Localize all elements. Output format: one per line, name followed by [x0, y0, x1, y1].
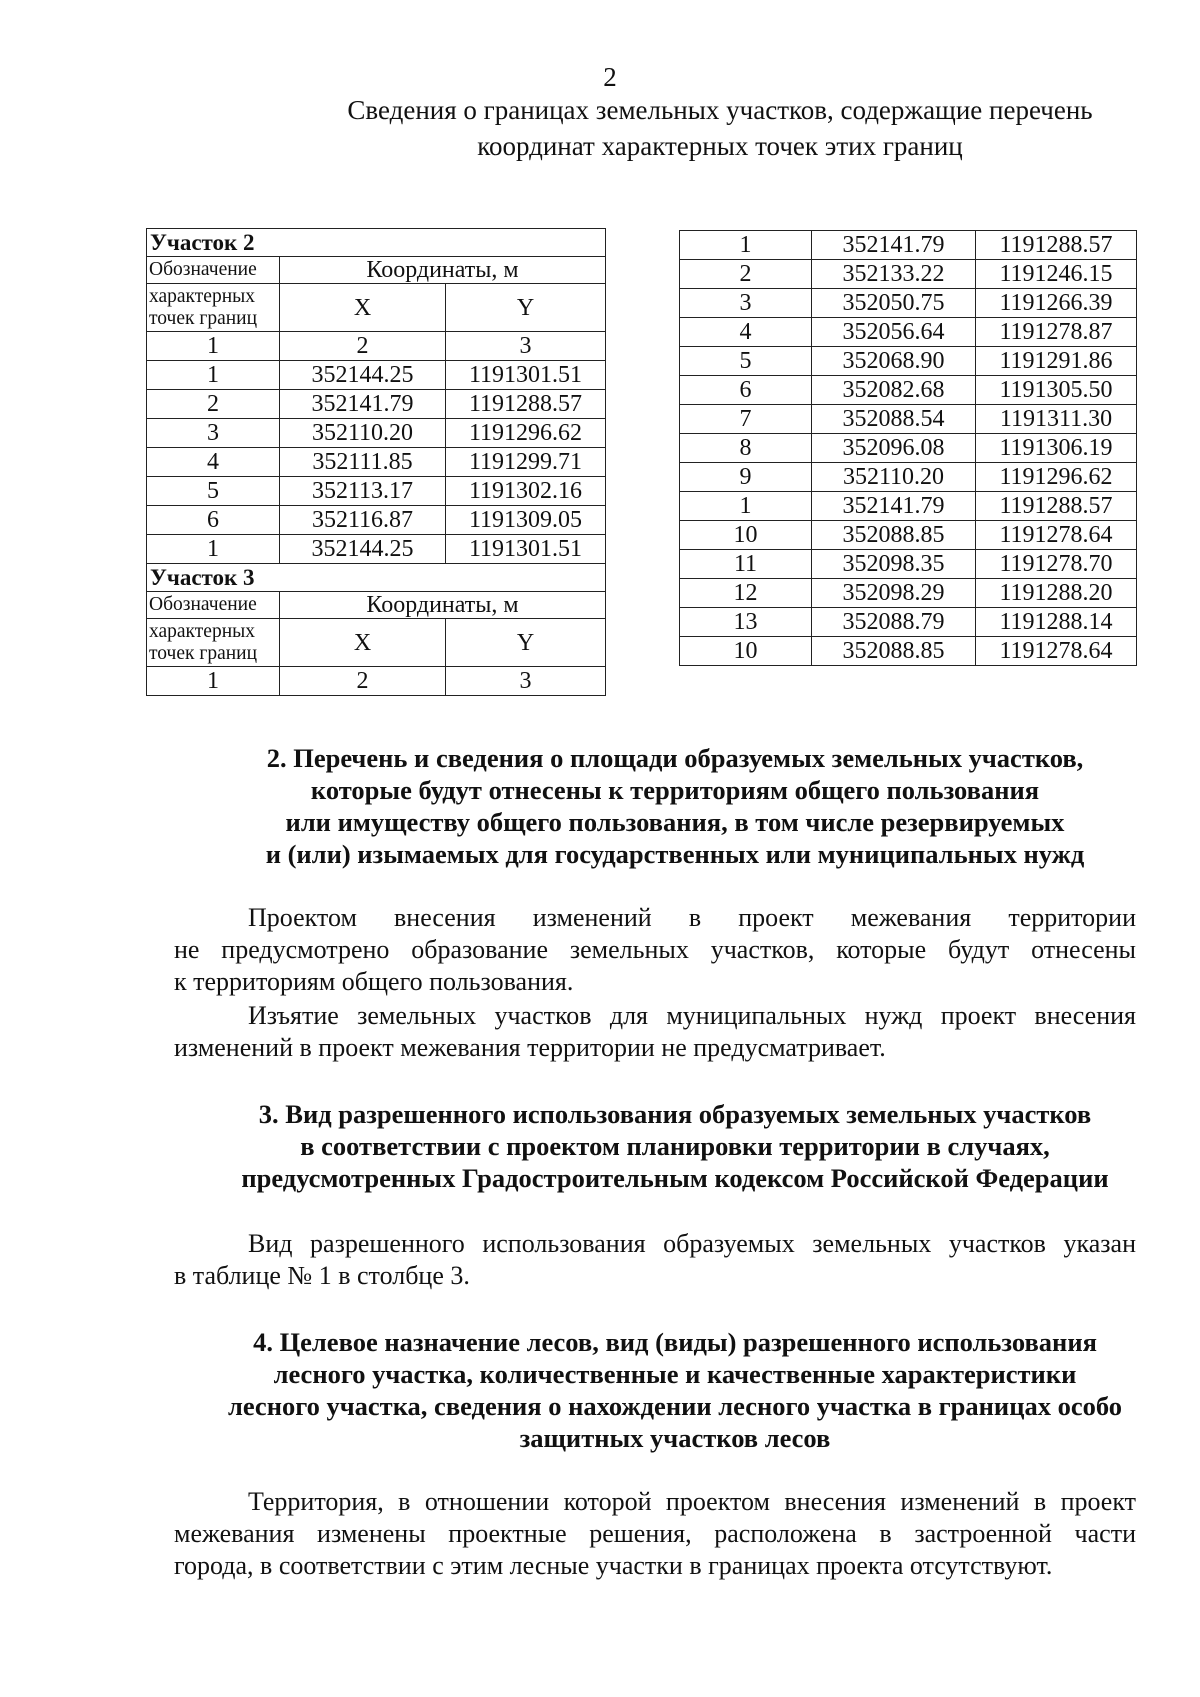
- x-cell: 352141.79: [812, 492, 976, 521]
- point-cell: 4: [680, 318, 812, 347]
- x-cell: 352141.79: [812, 231, 976, 260]
- heading-line: 3. Вид разрешенного использования образуемых земельных участков: [258, 1099, 1092, 1129]
- heading-line: предусмотренных Градостроительным кодексом Российской Федерации: [241, 1163, 1109, 1193]
- point-cell: 9: [680, 463, 812, 492]
- col-number: 3: [446, 667, 606, 696]
- point-cell: 12: [680, 579, 812, 608]
- table-row: [680, 637, 1137, 666]
- x-cell: 352116.87: [280, 506, 446, 535]
- x-cell: 352096.08: [812, 434, 976, 463]
- designation-header: Обозначение: [147, 592, 280, 619]
- heading-line: которые будут отнесены к территориям общего пользования: [310, 775, 1040, 805]
- section-title: Участок 3: [147, 564, 606, 592]
- x-cell: 352110.20: [280, 419, 446, 448]
- x-header: X: [280, 284, 446, 332]
- paragraph-line: межевания изменены проектные решения, расположена в застроенной части: [174, 1519, 1136, 1548]
- x-cell: 352088.85: [812, 521, 976, 550]
- paragraph-line: изменений в проект межевания территории не предусматривает.: [174, 1033, 886, 1062]
- point-cell: 2: [680, 260, 812, 289]
- col-number: 1: [147, 332, 280, 361]
- y-cell: 1191301.51: [446, 535, 606, 564]
- point-cell: 3: [680, 289, 812, 318]
- point-cell: 5: [680, 347, 812, 376]
- y-cell: 1191302.16: [446, 477, 606, 506]
- col-number: 1: [147, 667, 280, 696]
- point-cell: 6: [680, 376, 812, 405]
- coords-header: Координаты, м: [280, 592, 606, 619]
- y-cell: 1191299.71: [446, 448, 606, 477]
- point-cell: 5: [147, 477, 280, 506]
- y-cell: 1191311.30: [976, 405, 1137, 434]
- y-cell: 1191288.14: [976, 608, 1137, 637]
- paragraph-line: Территория, в отношении которой проектом внесения изменений в проект: [248, 1487, 1136, 1516]
- heading-line: или имуществу общего пользования, в том числе резервируемых: [285, 807, 1065, 837]
- x-cell: 352056.64: [812, 318, 976, 347]
- table-row: [147, 419, 606, 448]
- table-row: [680, 434, 1137, 463]
- page-title-line: координат характерных точек этих границ: [477, 131, 963, 161]
- page-title-line: Сведения о границах земельных участков, содержащие перечень: [347, 95, 1093, 125]
- y-cell: 1191278.64: [976, 637, 1137, 666]
- col-number: 2: [280, 667, 446, 696]
- table-row: [680, 492, 1137, 521]
- table-row: [147, 506, 606, 535]
- x-cell: 352113.17: [280, 477, 446, 506]
- col-number: 3: [446, 332, 606, 361]
- y-header: Y: [446, 619, 606, 667]
- point-cell: 10: [680, 521, 812, 550]
- paragraph-line: к территориям общего пользования.: [174, 967, 574, 996]
- point-cell: 11: [680, 550, 812, 579]
- y-cell: 1191296.62: [446, 419, 606, 448]
- paragraph-line: в таблице № 1 в столбце 3.: [174, 1261, 470, 1290]
- paragraph-line: города, в соответствии с этим лесные участки в границах проекта отсутствуют.: [174, 1551, 1053, 1580]
- point-cell: 13: [680, 608, 812, 637]
- heading-line: 2. Перечень и сведения о площади образуемых земельных участков,: [266, 743, 1084, 773]
- designation-header-line: характерных: [149, 285, 255, 307]
- x-cell: 352050.75: [812, 289, 976, 318]
- coordinates-table-right: [679, 230, 1137, 666]
- heading-line: защитных участков лесов: [519, 1423, 831, 1453]
- y-cell: 1191278.70: [976, 550, 1137, 579]
- x-cell: 352088.85: [812, 637, 976, 666]
- y-cell: 1191309.05: [446, 506, 606, 535]
- table-row: [680, 521, 1137, 550]
- table-row: [680, 318, 1137, 347]
- x-cell: 352098.35: [812, 550, 976, 579]
- designation-header-line: точек границ: [149, 307, 258, 329]
- y-cell: 1191266.39: [976, 289, 1137, 318]
- table-row: [147, 477, 606, 506]
- table-row: [680, 347, 1137, 376]
- section-3-paragraph: [174, 1228, 1136, 1292]
- point-cell: 2: [147, 390, 280, 419]
- table-row: [680, 376, 1137, 405]
- page-title: [0, 92, 1200, 164]
- point-cell: 10: [680, 637, 812, 666]
- col-number: 2: [280, 332, 446, 361]
- heading-line: 4. Целевое назначение лесов, вид (виды) разрешенного использования: [253, 1327, 1097, 1357]
- y-cell: 1191291.86: [976, 347, 1137, 376]
- designation-header-cont: [147, 619, 280, 667]
- designation-header: Обозначение: [147, 257, 280, 284]
- table-row: [680, 608, 1137, 637]
- y-cell: 1191278.87: [976, 318, 1137, 347]
- x-cell: 352144.25: [280, 535, 446, 564]
- heading-line: лесного участка, количественные и качественные характеристики: [273, 1359, 1077, 1389]
- y-cell: 1191288.57: [446, 390, 606, 419]
- table-row: [680, 289, 1137, 318]
- point-cell: 7: [680, 405, 812, 434]
- paragraph-line: Вид разрешенного использования образуемых земельных участков указан: [248, 1229, 1136, 1258]
- table-row: [147, 361, 606, 390]
- designation-header-line: точек границ: [149, 642, 258, 664]
- table-row: [680, 231, 1137, 260]
- point-cell: 6: [147, 506, 280, 535]
- y-cell: 1191288.57: [976, 231, 1137, 260]
- coordinates-table-left: [146, 228, 606, 696]
- point-cell: 1: [147, 361, 280, 390]
- section-3-heading: [170, 1098, 1180, 1194]
- x-cell: 352088.79: [812, 608, 976, 637]
- point-cell: 1: [680, 231, 812, 260]
- heading-line: лесного участка, сведения о нахождении лесного участка в границах особо: [227, 1391, 1122, 1421]
- paragraph-line: Проектом внесения изменений в проект межевания территории: [248, 903, 1136, 932]
- y-header: Y: [446, 284, 606, 332]
- x-cell: 352068.90: [812, 347, 976, 376]
- y-cell: 1191306.19: [976, 434, 1137, 463]
- y-cell: 1191305.50: [976, 376, 1137, 405]
- point-cell: 1: [680, 492, 812, 521]
- x-header: X: [280, 619, 446, 667]
- table-row: [680, 550, 1137, 579]
- x-cell: 352141.79: [280, 390, 446, 419]
- coords-header: Координаты, м: [280, 257, 606, 284]
- designation-header-cont: [147, 284, 280, 332]
- point-cell: 4: [147, 448, 280, 477]
- paragraph-line: Изъятие земельных участков для муниципальных нужд проект внесения: [248, 1001, 1136, 1030]
- paragraph-line: не предусмотрено образование земельных участков, которые будут отнесены: [174, 935, 1136, 964]
- section-title: Участок 2: [147, 229, 606, 257]
- x-cell: 352088.54: [812, 405, 976, 434]
- point-cell: 3: [147, 419, 280, 448]
- section-2-heading: [170, 742, 1180, 870]
- point-cell: 8: [680, 434, 812, 463]
- x-cell: 352098.29: [812, 579, 976, 608]
- heading-line: в соответствии с проектом планировки территории в случаях,: [300, 1131, 1050, 1161]
- table-row: [680, 463, 1137, 492]
- x-cell: 352110.20: [812, 463, 976, 492]
- y-cell: 1191288.20: [976, 579, 1137, 608]
- section-4-paragraph: [174, 1486, 1136, 1582]
- page-number: 2: [603, 62, 617, 92]
- table-row: [147, 448, 606, 477]
- y-cell: 1191246.15: [976, 260, 1137, 289]
- table-row: [680, 260, 1137, 289]
- point-cell: 1: [147, 535, 280, 564]
- y-cell: 1191296.62: [976, 463, 1137, 492]
- y-cell: 1191288.57: [976, 492, 1137, 521]
- x-cell: 352082.68: [812, 376, 976, 405]
- section-2-paragraph-1: [174, 902, 1136, 998]
- heading-line: и (или) изымаемых для государственных или муниципальных нужд: [265, 839, 1085, 869]
- y-cell: 1191278.64: [976, 521, 1137, 550]
- table-row: [680, 579, 1137, 608]
- x-cell: 352144.25: [280, 361, 446, 390]
- y-cell: 1191301.51: [446, 361, 606, 390]
- table-row: [680, 405, 1137, 434]
- section-2-paragraph-2: [174, 1000, 1136, 1064]
- table-row: [147, 390, 606, 419]
- table-row: [147, 535, 606, 564]
- x-cell: 352111.85: [280, 448, 446, 477]
- x-cell: 352133.22: [812, 260, 976, 289]
- designation-header-line: характерных: [149, 620, 255, 642]
- section-4-heading: [170, 1326, 1180, 1454]
